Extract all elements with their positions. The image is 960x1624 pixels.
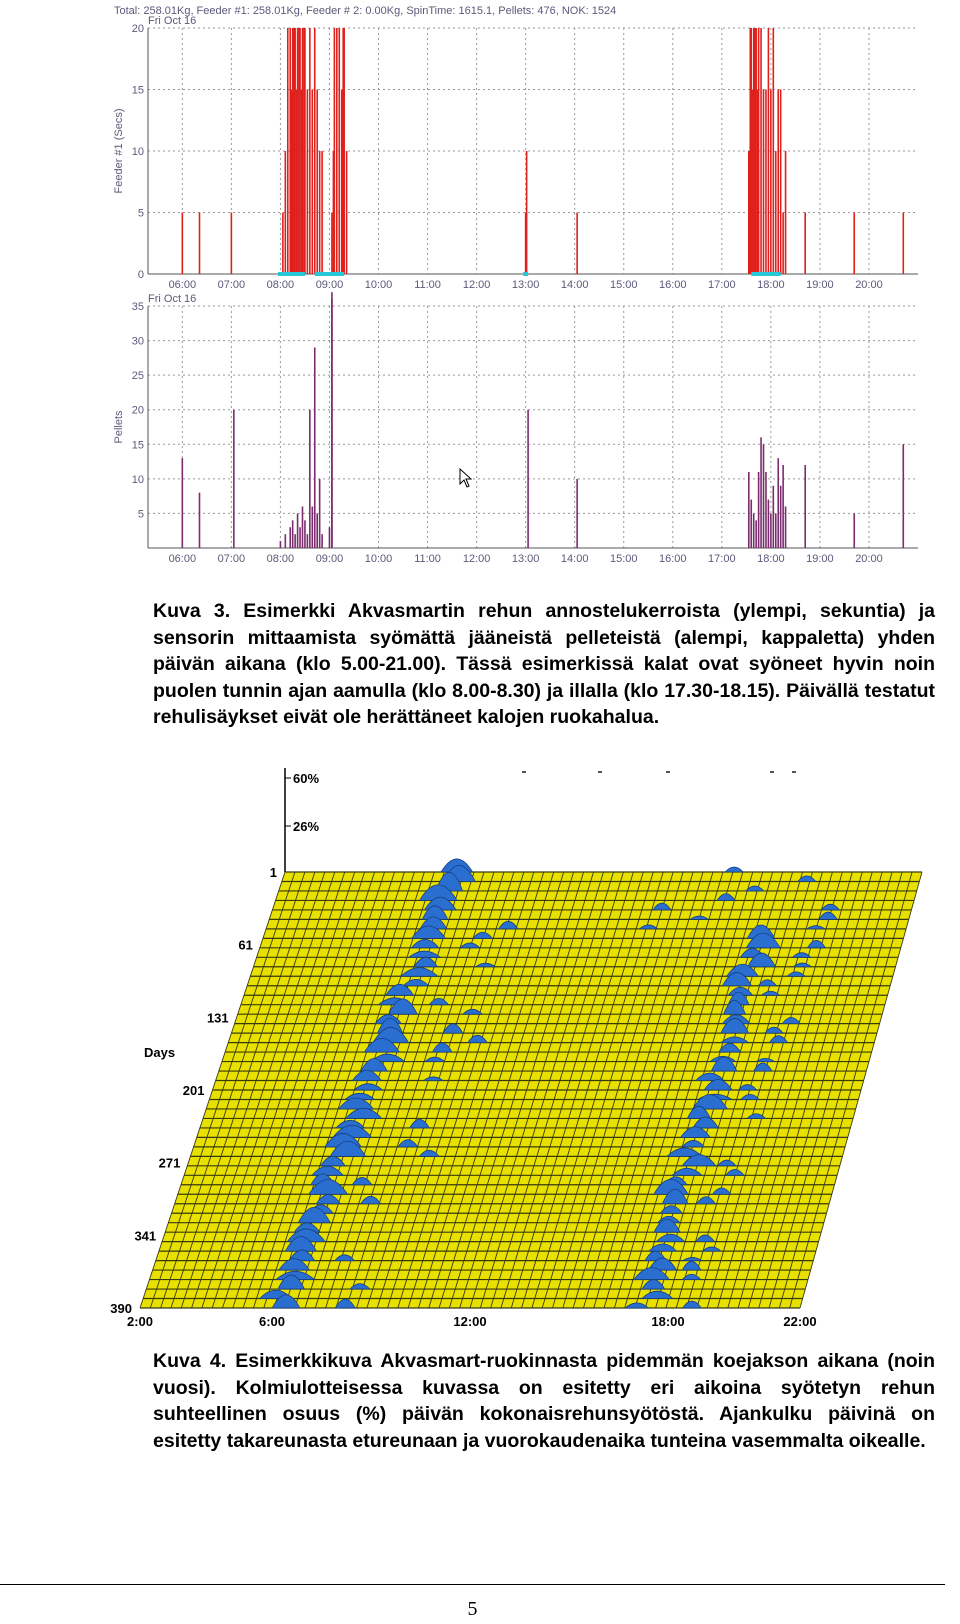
x-tick-label: 14:00 bbox=[560, 279, 589, 291]
y-tick-label: 35 bbox=[131, 301, 144, 313]
y-tick-label: 15 bbox=[131, 439, 144, 452]
x-tick-label: 10:00 bbox=[364, 279, 393, 291]
caption-kuva-4: Kuva 4. Esimerkkikuva Akvasmart-ruokinnasta pidemmän koejakson aikana (noin vuosi). Kolmiulotteisessa kuvassa on esitetty eri aikoina syötetyn rehun suhteellinen osuus (%) päivän kokonaisrehunsyötöstä. Ajankulku päivinä on esitetty takareunasta etureunaan ja vuorokaudenaika tunteina vasemmalta oikealle. bbox=[153, 1350, 935, 1452]
x-tick-label: 15:00 bbox=[609, 553, 638, 565]
x-tick-label: 07:00 bbox=[217, 279, 246, 291]
date-label: Fri Oct 16 bbox=[148, 293, 197, 305]
day-tick-label: 131 bbox=[206, 1010, 229, 1026]
x-tick-label: 13:00 bbox=[511, 553, 540, 565]
x-tick-label: 17:00 bbox=[708, 279, 736, 291]
spin-marker bbox=[315, 272, 344, 276]
hour-tick-label: 18:00 bbox=[651, 1314, 685, 1329]
x-tick-label: 18:00 bbox=[757, 279, 785, 291]
x-tick-label: 15:00 bbox=[609, 279, 638, 291]
y-tick-label: 5 bbox=[137, 508, 144, 521]
page-number: 5 bbox=[467, 1598, 478, 1620]
x-tick-label: 20:00 bbox=[855, 553, 883, 565]
figure-3-charts bbox=[110, 0, 950, 580]
hour-tick-label: 12:00 bbox=[453, 1314, 487, 1329]
day-tick-label: 390 bbox=[110, 1301, 132, 1316]
figure-3-svg bbox=[110, 0, 950, 580]
x-tick-label: 10:00 bbox=[364, 553, 393, 565]
days-axis-label: Days bbox=[144, 1045, 176, 1060]
x-tick-label: 09:00 bbox=[315, 279, 344, 291]
y-tick-label: 30 bbox=[131, 335, 144, 348]
timeseries-chart-feeder bbox=[113, 15, 918, 291]
x-tick-label: 08:00 bbox=[266, 553, 295, 565]
timeseries-chart-pellets bbox=[113, 292, 918, 565]
y-axis-label: Pellets bbox=[113, 410, 125, 444]
figure-4-svg bbox=[110, 760, 950, 1340]
x-tick-label: 20:00 bbox=[855, 279, 883, 291]
x-tick-label: 18:00 bbox=[757, 553, 785, 565]
hour-tick-label: 22:00 bbox=[783, 1314, 817, 1329]
date-label: Fri Oct 16 bbox=[148, 15, 197, 27]
hour-tick-label: 6:00 bbox=[258, 1314, 286, 1329]
y-tick-label: 20 bbox=[131, 23, 144, 35]
x-tick-label: 16:00 bbox=[659, 279, 687, 291]
spin-marker bbox=[278, 272, 305, 276]
day-tick-label: 271 bbox=[158, 1155, 181, 1171]
spin-marker bbox=[751, 272, 780, 276]
x-tick-label: 11:00 bbox=[414, 279, 441, 291]
spin-marker bbox=[523, 272, 528, 276]
x-tick-label: 17:00 bbox=[708, 553, 736, 565]
day-tick-label: 61 bbox=[238, 937, 253, 953]
x-tick-label: 07:00 bbox=[217, 553, 246, 565]
y-tick-label: 15 bbox=[131, 84, 144, 97]
x-tick-label: 12:00 bbox=[462, 553, 491, 565]
chart-header: Total: 258.01Kg, Feeder #1: 258.01Kg, Feeder # 2: 0.00Kg, SpinTime: 1615.1, Pellets: 476, NOK: 1524 bbox=[114, 5, 617, 17]
z-tick-label: 60% bbox=[293, 771, 320, 786]
day-tick-label: 341 bbox=[134, 1228, 157, 1244]
y-axis-label: Feeder #1 (Secs) bbox=[113, 108, 125, 194]
day-tick-label: 1 bbox=[269, 865, 277, 880]
day-tick-label: 201 bbox=[182, 1083, 205, 1098]
footer-rule bbox=[0, 1584, 945, 1585]
x-tick-label: 06:00 bbox=[168, 279, 197, 291]
x-tick-label: 13:00 bbox=[511, 279, 540, 291]
caption-kuva-3: Kuva 3. Esimerkki Akvasmartin rehun annostelukerroista (ylempi, sekuntia) ja sensorin mittaamista syömättä jääneistä pelleteistä (alempi, kappaletta) yhden päivän aikana (klo 5.00-21.00). Tässä esimerkissä kalat ovat syöneet hyvin noin puolen tunnin ajan aamulla (klo 8.00-8.30) ja illalla (klo 17.30-18.15). Päivällä testatut rehulisäykset eivät ole herättäneet kalojen ruokahalua. bbox=[153, 600, 935, 728]
x-tick-label: 06:00 bbox=[168, 553, 197, 565]
y-tick-label: 5 bbox=[137, 207, 144, 220]
x-tick-label: 09:00 bbox=[315, 553, 344, 565]
x-tick-label: 19:00 bbox=[806, 279, 834, 291]
figure-4-chart bbox=[110, 760, 950, 1340]
y-tick-label: 10 bbox=[131, 473, 144, 486]
x-tick-label: 11:00 bbox=[414, 553, 441, 565]
x-tick-label: 19:00 bbox=[806, 553, 834, 565]
y-tick-label: 20 bbox=[131, 404, 144, 417]
y-tick-label: 0 bbox=[137, 269, 144, 281]
x-tick-label: 12:00 bbox=[462, 279, 491, 291]
mouse-cursor-icon bbox=[460, 469, 471, 487]
x-tick-label: 16:00 bbox=[659, 553, 687, 565]
peak bbox=[725, 867, 743, 872]
y-tick-label: 10 bbox=[131, 146, 144, 158]
z-tick-label: 26% bbox=[293, 819, 320, 834]
x-tick-label: 14:00 bbox=[560, 553, 589, 565]
y-tick-label: 25 bbox=[131, 370, 144, 383]
hour-tick-label: 2:00 bbox=[126, 1314, 154, 1329]
x-tick-label: 08:00 bbox=[266, 279, 295, 291]
